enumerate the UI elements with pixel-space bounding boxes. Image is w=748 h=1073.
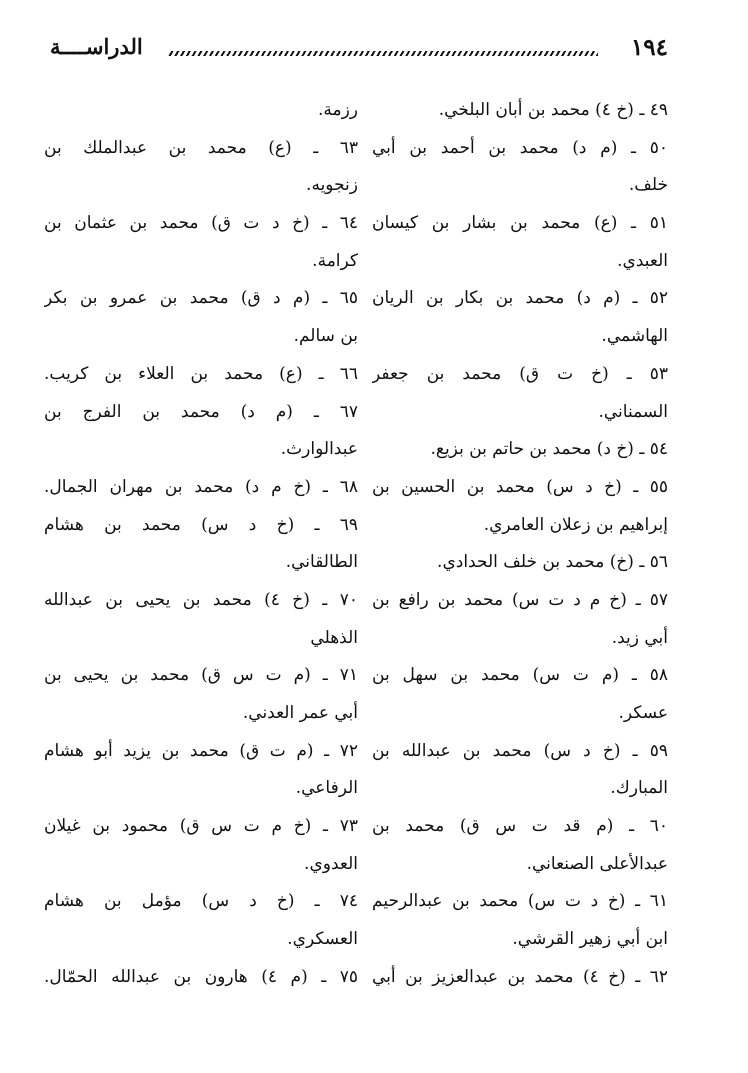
text-line: ٦٩ ـ (خ د س) محمد بن هشام bbox=[44, 514, 358, 535]
text-line: ٧١ ـ (م ت س ق) محمد بن يحيى بن bbox=[44, 665, 358, 686]
text-line: العدوي. bbox=[304, 853, 358, 874]
text-line: أبي زيد. bbox=[611, 627, 668, 648]
header-rule bbox=[168, 51, 598, 56]
text-line: ٧٤ ـ (خ د س) مؤمل بن هشام bbox=[44, 891, 358, 912]
text-line: الرفاعي. bbox=[295, 778, 358, 799]
text-line: ٧٢ ـ (م ت ق) محمد بن يزيد أبو هشام bbox=[44, 740, 358, 761]
text-line: ٦٠ ـ (م قد ت س ق) محمد بن bbox=[372, 816, 668, 837]
text-line: بن سالم. bbox=[293, 326, 358, 347]
text-line: الطالقاني. bbox=[285, 552, 358, 573]
text-line: ٧٥ ـ (م ٤) هارون بن عبدالله الحمّال. bbox=[44, 966, 358, 987]
text-line: المبارك. bbox=[610, 778, 668, 799]
text-line: ٦١ ـ (خ د ت س) محمد بن عبدالرحيم bbox=[372, 891, 668, 912]
right-column bbox=[372, 92, 668, 997]
text-line: عسكر. bbox=[618, 703, 668, 723]
text-line: ٦٦ ـ (ع) محمد بن العلاء بن كريب. bbox=[44, 363, 358, 384]
text-line: رزمة. bbox=[317, 100, 358, 120]
text-line: ٦٢ ـ (خ ٤) محمد بن عبدالعزيز بن أبي bbox=[372, 966, 668, 987]
text-line: ٤٩ ـ (خ ٤) محمد بن أبان البلخي. bbox=[438, 100, 668, 120]
text-line: إبراهيم بن زعلان العامري. bbox=[483, 514, 668, 535]
text-line: ٥٥ ـ (خ د س) محمد بن الحسين بن bbox=[372, 476, 668, 497]
text-line: ٥٢ ـ (م د) محمد بن بكار بن الريان bbox=[372, 288, 668, 309]
text-line: السمناني. bbox=[598, 401, 668, 422]
text-line: ٦٨ ـ (خ م د) محمد بن مهران الجمال. bbox=[44, 476, 358, 497]
text-line: ٦٤ ـ (خ د ت ق) محمد بن عثمان بن bbox=[44, 213, 358, 234]
text-line: خلف. bbox=[628, 175, 668, 196]
text-line: عبدالوارث. bbox=[280, 439, 358, 460]
text-line: العبدي. bbox=[617, 250, 668, 271]
running-title: الدراســــة bbox=[50, 34, 143, 59]
text-line: عبدالأعلى الصنعاني. bbox=[526, 853, 668, 874]
text-line: ٥٧ ـ (خ م د ت س) محمد بن رافع بن bbox=[372, 589, 668, 610]
left-column bbox=[44, 92, 358, 997]
text-line: زنجويه. bbox=[306, 175, 358, 196]
text-line: كرامة. bbox=[312, 250, 358, 271]
text-line: العسكري. bbox=[287, 929, 358, 950]
page-header bbox=[50, 34, 668, 70]
text-line: ٥٠ ـ (م د) محمد بن أحمد بن أبي bbox=[372, 137, 668, 158]
text-line: ٦٧ ـ (م د) محمد بن الفرج بن bbox=[44, 401, 358, 422]
text-line: ٦٥ ـ (م د ق) محمد بن عمرو بن بكر bbox=[44, 288, 358, 309]
page-number: ١٩٤ bbox=[630, 34, 668, 61]
text-line: ابن أبي زهير القرشي. bbox=[512, 929, 668, 950]
text-line: أبي عمر العدني. bbox=[242, 703, 358, 723]
text-line: ٧٠ ـ (خ ٤) محمد بن يحيى بن عبدالله bbox=[44, 589, 358, 610]
text-line: ٥٤ ـ (خ د) محمد بن حاتم بن بزيع. bbox=[430, 439, 668, 460]
text-line: الهاشمي. bbox=[601, 326, 668, 347]
text-line: ٥١ ـ (ع) محمد بن بشار بن كيسان bbox=[372, 213, 668, 234]
text-line: الذهلي bbox=[310, 627, 358, 648]
text-line: ٥٨ ـ (م ت س) محمد بن سهل بن bbox=[372, 665, 668, 686]
text-line: ٦٣ ـ (ع) محمد بن عبدالملك بن bbox=[44, 137, 358, 158]
text-line: ٧٣ ـ (خ م ت س ق) محمود بن غيلان bbox=[44, 816, 358, 837]
text-line: ٥٦ ـ (خ) محمد بن خلف الحدادي. bbox=[437, 552, 668, 573]
text-line: ٥٩ ـ (خ د س) محمد بن عبدالله بن bbox=[372, 740, 668, 761]
text-line: ٥٣ ـ (خ ت ق) محمد بن جعفر bbox=[372, 363, 668, 384]
